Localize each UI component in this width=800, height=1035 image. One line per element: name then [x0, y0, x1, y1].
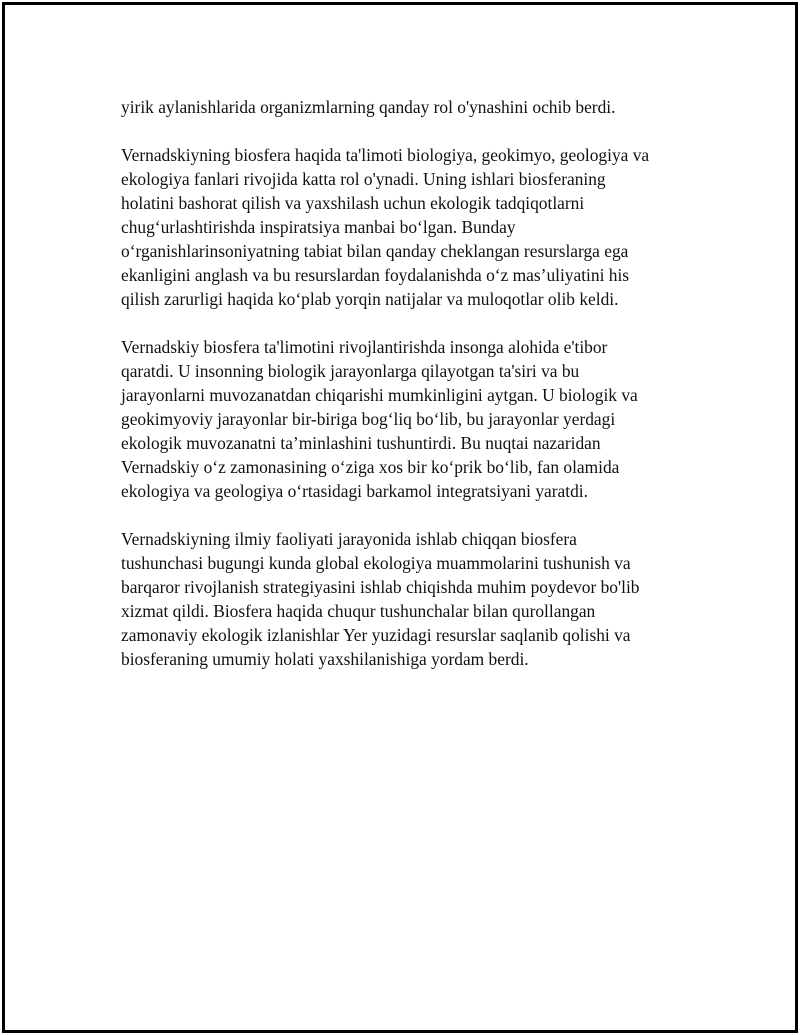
paragraph-line: ekanligini anglash va bu resurslardan foydalanishda o‘z mas’uliyatini his	[121, 265, 630, 285]
paragraph-2	[121, 143, 701, 311]
paragraph-4	[121, 527, 701, 671]
paragraph-line: o‘rganishlarinsoniyatning tabiat bilan qanday cheklangan resurslarga ega	[121, 241, 629, 261]
paragraph-line: chug‘urlashtirishda inspiratsiya manbai bo‘lgan. Bunday	[121, 217, 516, 237]
paragraph-line: xizmat qildi. Biosfera haqida chuqur tushunchalar bilan qurollangan	[121, 601, 596, 621]
paragraph-line: qilish zarurligi haqida ko‘plab yorqin natijalar va muloqotlar olib keldi.	[121, 289, 619, 309]
paragraph-line: tushunchasi bugungi kunda global ekologiya muammolarini tushunish va	[121, 553, 631, 573]
paragraph-line: ekologik muvozanatni ta’minlashini tushuntirdi. Bu nuqtai nazaridan	[121, 433, 601, 453]
paragraph-line: Vernadskiy o‘z zamonasining o‘ziga xos bir ko‘prik bo‘lib, fan olamida	[121, 457, 620, 477]
paragraph-line: jarayonlarni muvozanatdan chiqarishi mumkinligini aytgan. U biologik va	[121, 385, 638, 405]
paragraph-line: barqaror rivojlanish strategiyasini ishlab chiqishda muhim poydevor bo'lib	[121, 577, 640, 597]
paragraph-line: biosferaning umumiy holati yaxshilanishiga yordam berdi.	[121, 649, 529, 669]
paragraph-line: yirik aylanishlarida organizmlarning qanday rol o'ynashini ochib berdi.	[121, 97, 616, 117]
paragraph-1	[121, 95, 701, 119]
document-body	[121, 95, 701, 695]
paragraph-3	[121, 335, 701, 503]
paragraph-line: ekologiya va geologiya o‘rtasidagi barkamol integratsiyani yaratdi.	[121, 481, 588, 501]
paragraph-line: qaratdi. U insonning biologik jarayonlarga qilayotgan ta'siri va bu	[121, 361, 580, 381]
paragraph-line: Vernadskiyning biosfera haqida ta'limoti biologiya, geokimyo, geologiya va	[121, 145, 650, 165]
paragraph-line: zamonaviy ekologik izlanishlar Yer yuzidagi resurslar saqlanib qolishi va	[121, 625, 631, 645]
paragraph-line: Vernadskiyning ilmiy faoliyati jarayonida ishlab chiqqan biosfera	[121, 529, 577, 549]
paragraph-line: holatini bashorat qilish va yaxshilash uchun ekologik tadqiqotlarni	[121, 193, 585, 213]
paragraph-line: geokimyoviy jarayonlar bir-biriga bog‘liq bo‘lib, bu jarayonlar yerdagi	[121, 409, 616, 429]
page-border	[2, 2, 798, 1033]
paragraph-line: Vernadskiy biosfera ta'limotini rivojlantirishda insonga alohida e'tibor	[121, 337, 608, 357]
paragraph-line: ekologiya fanlari rivojida katta rol o'ynadi. Uning ishlari biosferaning	[121, 169, 606, 189]
